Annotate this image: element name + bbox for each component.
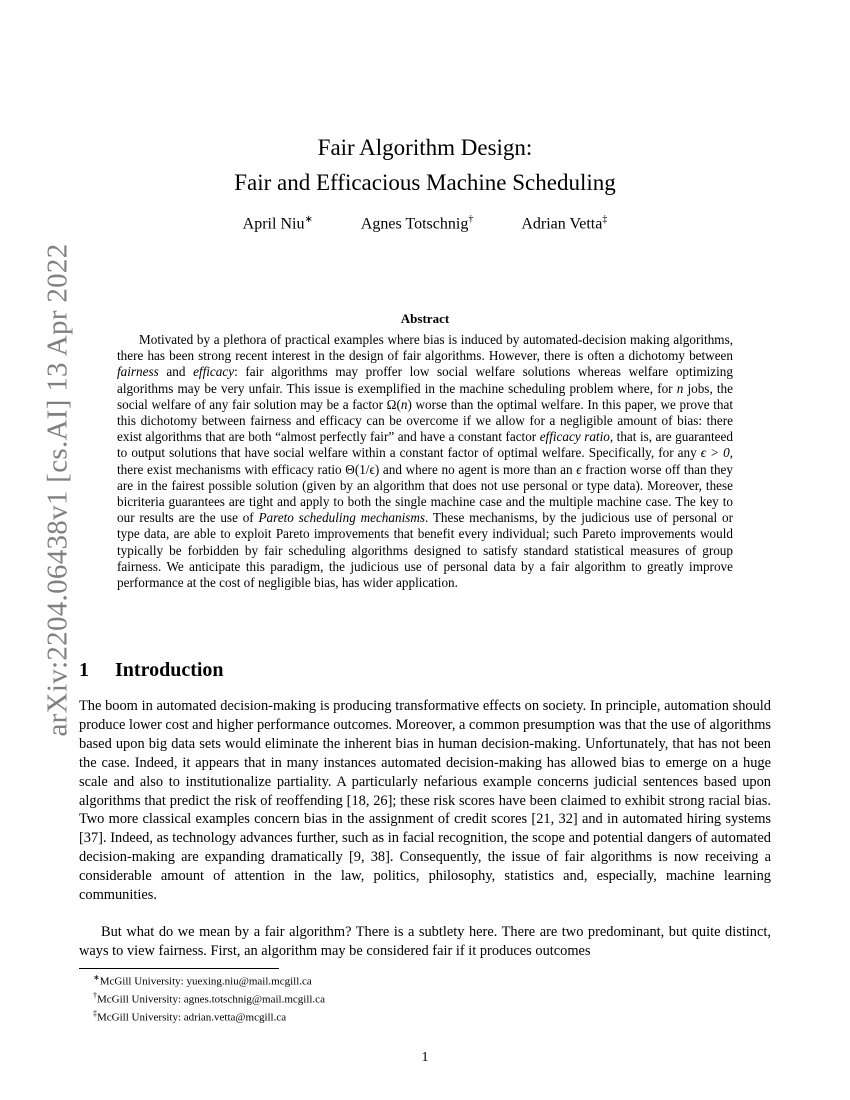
abstract-emphasis: fairness [117,364,159,380]
author-1 [243,214,313,233]
footnote [93,989,325,1007]
abstract-emphasis: efficacy [193,364,235,380]
author-3 [521,214,607,233]
abstract-math: ϵ [576,461,582,477]
paper-title-line-2: Fair and Efficacious Machine Scheduling [234,170,616,195]
author-name: Agnes Totschnig [360,215,469,233]
footnote-text: McGill University: agnes.totschnig@mail.mcgill.ca [97,993,325,1006]
abstract-text: Motivated by a plethora of practical examples where bias is induced by automated-decision making algorithms, there has been strong recent interest in the design of fair algorithms. However, there is often a dichotomy between [117,332,733,364]
author-name: Adrian Vetta [521,215,603,233]
author-footnote-mark: † [468,214,474,225]
footnote-text: McGill University: adrian.vetta@mcgill.ca [97,1011,287,1024]
abstract-text: , there exist mechanisms with efficacy ratio Θ(1/ϵ) and where no agent is more than an [117,445,733,477]
page-number: 1 [421,1050,429,1065]
abstract-text: jobs, the social welfare of any fair solution may be a factor Ω( [117,380,733,412]
abstract-text: ) worse than the optimal welfare. In this paper, we prove that this dichotomy between fairness and efficacy can be overcome if we allow for a negligible amount of bias: there exist algorithms that are both “almost perfectly fair” and have a constant factor [117,396,734,445]
abstract-text: . These mechanisms, by the judicious use of personal or type data, are able to exploit Pareto improvements that benefit every individual; such Pareto improvements would typically be forbidden by fair scheduling algorithms designed to satisfy standard statistical measures of group fairness. We anticipate this paradigm, the judicious use of personal data by a fair algorithm to greatly improve performance at the cost of negligible bias, has wider application. [117,510,733,591]
abstract-emphasis: Pareto scheduling mechanisms [258,510,426,526]
abstract-body [117,332,733,591]
section-title: Introduction [115,659,224,681]
footnote-divider [79,968,279,969]
section-heading-introduction [79,659,224,682]
footnote-mark: ∗ [93,973,100,982]
paper-title-line-1: Fair Algorithm Design: [317,135,533,160]
intro-paragraph-1: The boom in automated decision-making is producing transformative effects on society. In principle, automation should produce lower cost and higher performance outcomes. Moreover, a common presumption was that the use of algorithms based upon big data sets would eliminate the inherent bias in human decision-making. Unfortunately, that has not been the case. Indeed, it appears that in many instances automated decision-making has allowed bias to emerge on a huge scale and also to institutionalize partiality. A particularly nefarious example concerns judicial sentences based upon algorithms that predict the risk of reoffending [18, 26]; these risk scores have been claimed to exhibit strong racial bias. Two more classical examples concern bias in the assignment of credit scores [21, 32] and in automated hiring systems [37]. Indeed, as technology advances further, such as in facial recognition, the scope and potential dangers of automated decision-making are expanding dramatically [9, 38]. Consequently, the issue of fair algorithms is now receiving a considerable amount of attention in the law, politics, philosophy, statistics and, especially, machine learning communities. [79,698,771,904]
author-2 [361,214,473,233]
footnotes [93,971,325,1025]
abstract-emphasis: efficacy ratio [539,429,610,445]
author-name: April Niu [242,215,305,233]
abstract-text: and [158,364,194,380]
footnote [93,1007,325,1025]
footnote-text: McGill University: yuexing.niu@mail.mcgill.ca [99,975,312,988]
abstract-text: fraction worse off than they are in the fairest possible solution (given by an algorithm that does not use personal or type data). Moreover, these bicriteria guarantees are tight and apply to both the single machine case and the multiple machine case. The key to our results are the use of [117,461,734,526]
abstract-math: n [400,396,408,412]
abstract-text: , that is, are guaranteed to output solutions that have social welfare within a constant factor of optimal welfare. Specifically, for any [117,429,733,461]
abstract-math: n [676,380,684,396]
author-footnote-mark: ∗ [304,214,313,225]
footnote [93,971,325,989]
author-footnote-mark: ‡ [602,214,608,225]
arxiv-identifier-stamp: arXiv:2204.06438v1 [cs.AI] 13 Apr 2022 [41,243,74,737]
abstract-heading: Abstract [400,311,450,326]
abstract-text: : fair algorithms may proffer low social welfare solutions whereas welfare optimizing algorithms may be very unfair. This issue is exemplified in the machine scheduling problem where, for [117,364,733,396]
intro-paragraph-2: But what do we mean by a fair algorithm? There is a subtlety here. There are two predominant, but quite distinct, ways to view fairness. First, an algorithm may be considered fair if it produces outcomes [79,924,771,959]
footnote-mark: † [93,991,97,1001]
abstract-math: ϵ > 0 [700,445,730,461]
footnote-mark: ‡ [93,1009,97,1019]
author-list [0,214,850,233]
section-number: 1 [79,659,89,681]
